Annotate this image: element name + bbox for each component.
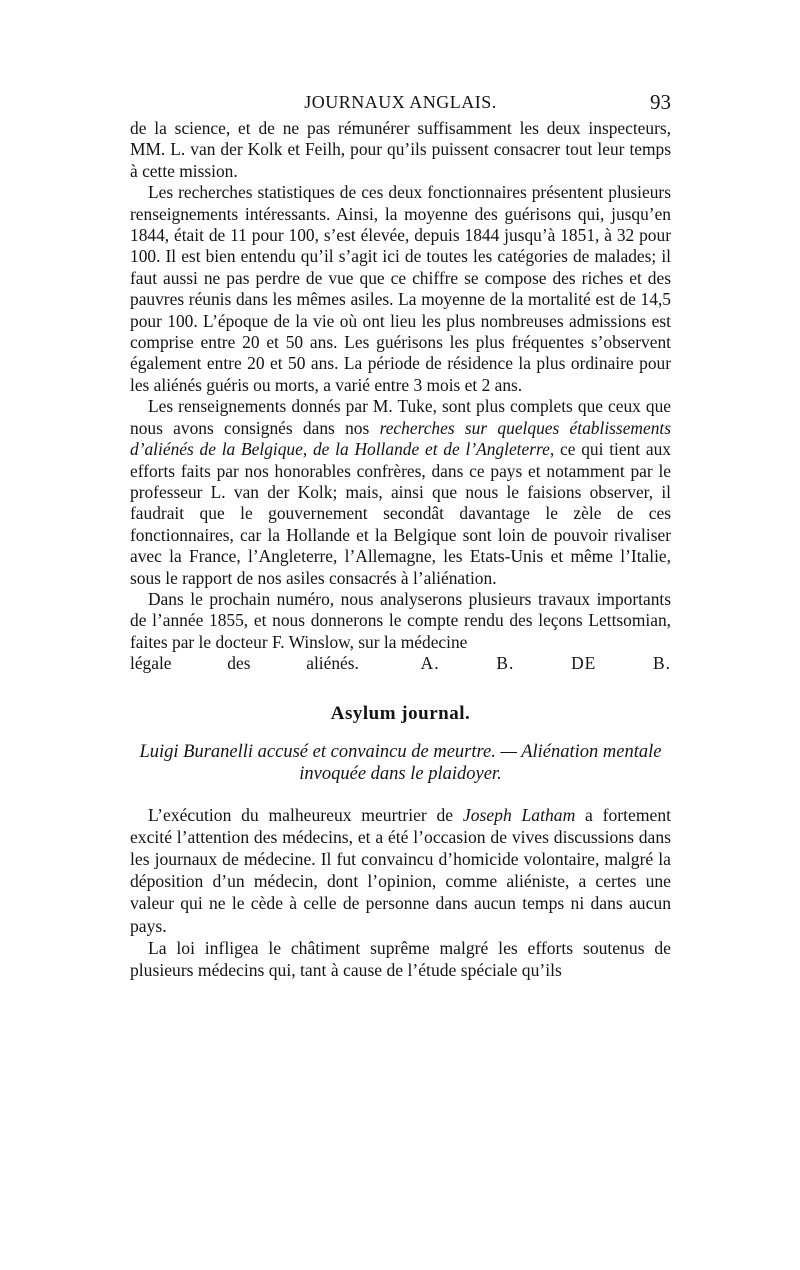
paragraph-tuke-end: ce qui tient aux efforts faits par nos honorables confrères, dans ce pays et notamment par le professeur L. van der Kolk; mais, ainsi que nous le faisions observer, il faudrait que le gouvernement secondât davantage le zèle de ces fonctionnaires, car la Hollande et la Belgique sont loin de pouvoir rivaliser avec la France, l’Angleterre, l’Allemagne, les Etats-Unis et même l’Italie, sous le rapport de nos asiles consacrés à l’aliénation.: [130, 439, 672, 588]
paragraph-tuke: [130, 396, 671, 589]
article-body: [130, 804, 671, 982]
running-title: JOURNAUX ANGLAIS.: [304, 92, 497, 112]
paragraph-continuation: de la science, et de ne pas rémunérer suffisamment les deux inspecteurs, MM. L. van der Kolk et Feilh, pour qu’ils puissent consacrer tout leur temps à cette mission.: [130, 118, 671, 181]
paragraph-tuke-start: Les renseignements donnés par M. Tuke, sont plus complets que ceux que nous avons consignés dans nos: [130, 396, 671, 438]
paragraph-statistics: Les recherches statistiques de ces deux fonctionnaires présentent plusieurs renseignements intéressants. Ainsi, la moyenne des guérisons qui, jusqu’en 1844, était de 11 pour 100, s’est élevée, depuis 1844 jusqu’à 1851, à 32 pour 100. Il est bien entendu qu’il s’agit ici de toutes les catégories de malades; il faut aussi ne pas perdre de vue que ce chiffre se compose des riches et des pauvres réunis dans les mêmes asiles. La moyenne de la mortalité est de 14,5 pour 100. L’époque de la vie où ont lieu les plus nombreuses admissions est comprise entre 20 et 50 ans. Les guérisons les plus fréquentes s’observent également entre 20 et 50 ans. La période de résidence la plus ordinaire pour les aliénés guéris ou morts, a varié entre 3 mois et 2 ans.: [130, 182, 671, 395]
author-signature: A. B. DE B.: [420, 653, 671, 674]
article-paragraph-2: La loi infligea le châtiment suprême malgré les efforts soutenus de plusieurs médecins qui, tant à cause de l’étude spéciale qu’ils: [130, 937, 671, 980]
paragraph-tuke-italic: recherches sur quelques établissements d’aliénés de la Belgique, de la Hollande et de l’Angleterre,: [130, 417, 671, 460]
signature-line: [130, 653, 671, 674]
paragraph-next-issue: Dans le prochain numéro, nous analyserons plusieurs travaux importants de l’année 1855, et nous donnerons le compte rendu des leçons Lettsomian, faites par le docteur F. Winslow, sur la médecine: [130, 588, 671, 652]
article-subtitle: Luigi Buranelli accusé et convaincu de meurtre. — Aliénation mentale invoquée dans le plaidoyer.: [139, 741, 662, 785]
page-number: 93: [650, 90, 671, 114]
running-head: [130, 90, 671, 118]
article-paragraph-1-start: L’exécution du malheureux meurtrier de: [148, 804, 463, 825]
article-paragraph-1-end: a fortement excité l’attention des médecins, et a été l’occasion de vives discussions dans les journaux de médecine. Il fut convaincu d’homicide volontaire, malgré la déposition d’un médecin, dont l’opinion, comme aliéniste, a certes une valeur qui ne le cède à celle de personne dans aucun temps ni dans aucun pays.: [130, 804, 672, 936]
article-paragraph-1: [130, 804, 671, 937]
book-page: [130, 90, 671, 981]
paragraph-next-issue-end: légale des aliénés.: [130, 653, 359, 674]
article-person-name: Joseph Latham: [462, 804, 576, 825]
section-title: Asylum journal.: [330, 702, 471, 724]
